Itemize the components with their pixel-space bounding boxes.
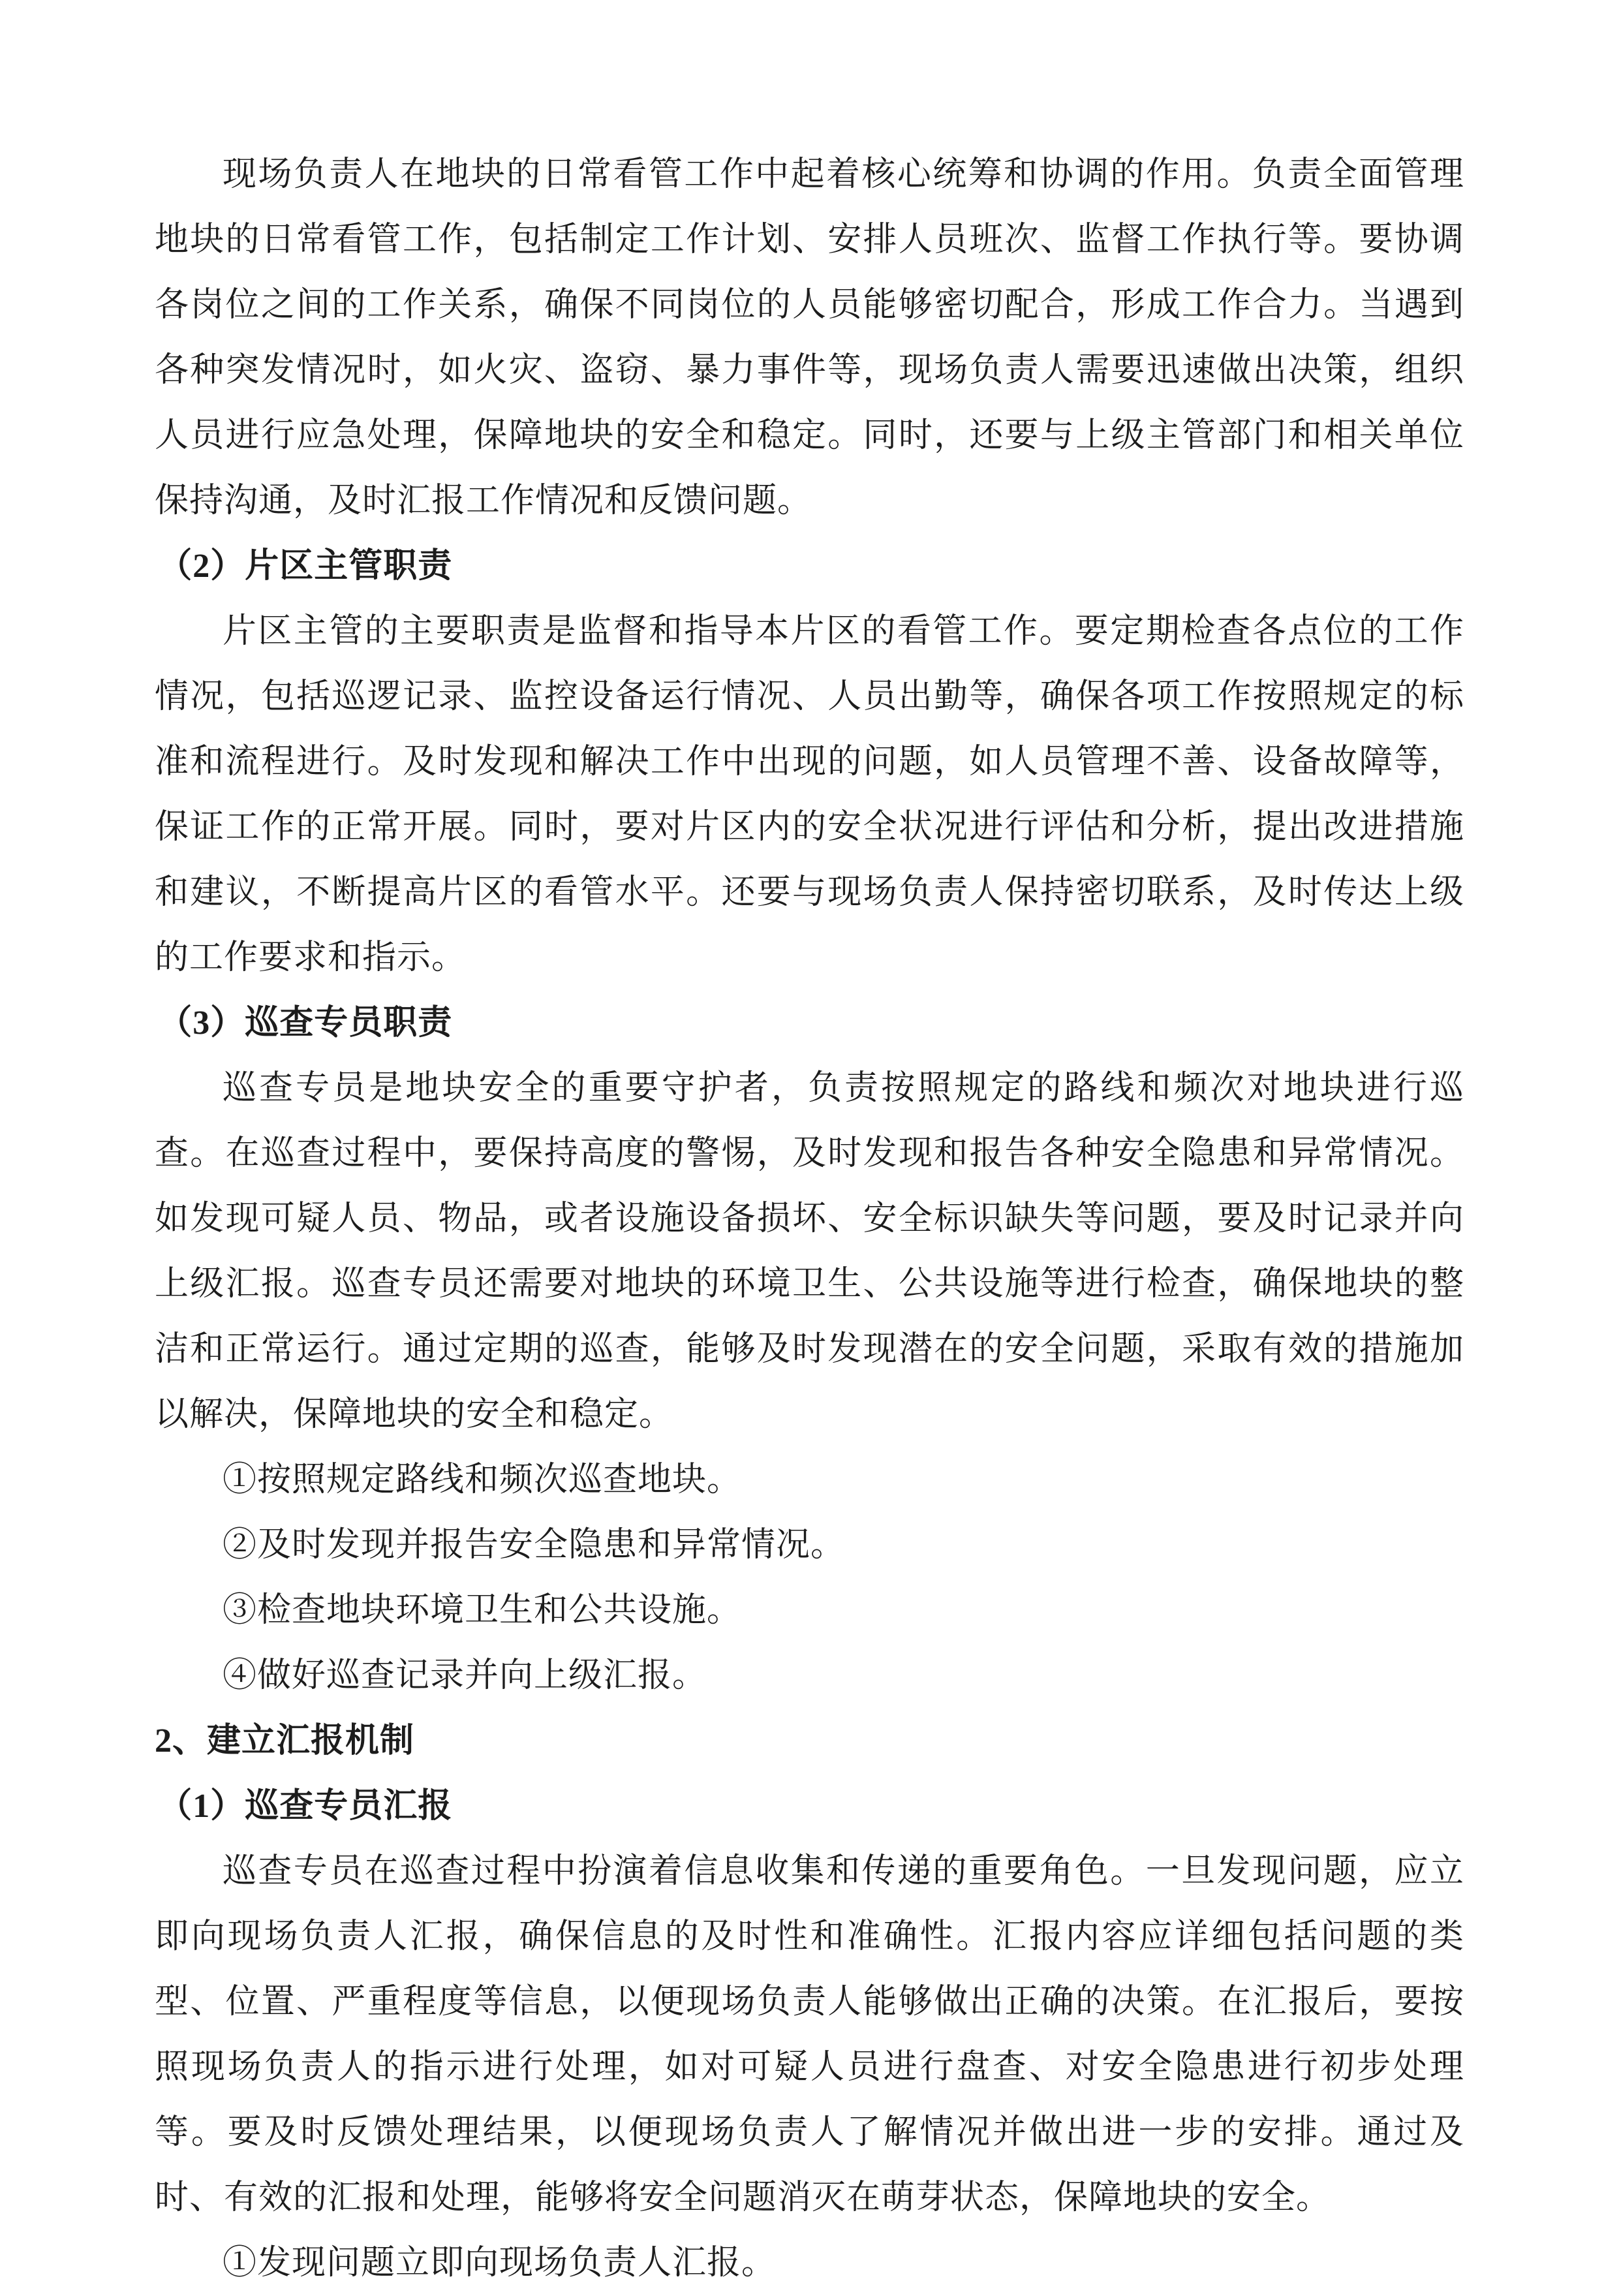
heading-inspector-duties: （3）巡查专员职责 [158,1004,453,1042]
list-item-reporting-1: ①发现问题立即向现场负责人汇报。 [223,2244,777,2282]
heading-inspector-reporting: （1）巡查专员汇报 [158,1788,453,1825]
heading-reporting-mechanism: 2、建立汇报机制 [155,1722,415,1760]
paragraph-inspector-reporting: 巡查专员在巡查过程中扮演着信息收集和传递的重要角色。一旦发现问题，应立即向现场负责人汇报，确保信息的及时性和准确性。汇报内容应详细包括问题的类型、位置、严重程度等信息，以便现场负责人能够做出正确的决策。在汇报后，要按照现场负责人的指示进行处理，如对可疑人员进行盘查、对安全隐患进行初步处理等。要及时反馈处理结果，以便现场负责人了解情况并做出进一步的安排。通过及时、有效的汇报和处理，能够将安全问题消灭在萌芽状态，保障地块的安全。 [155,1853,1464,2216]
paragraph-area-supervisor-duties: 片区主管的主要职责是监督和指导本片区的看管工作。要定期检查各点位的工作情况，包括巡逻记录、监控设备运行情况、人员出勤等，确保各项工作按照规定的标准和流程进行。及时发现和解决工作中出现的问题，如人员管理不善、设备故障等，保证工作的正常开展。同时，要对片区内的安全状况进行评估和分析，提出改进措施和建议，不断提高片区的看管水平。还要与现场负责人保持密切联系，及时传达上级的工作要求和指示。 [155,613,1464,976]
paragraph-site-manager-duties: 现场负责人在地块的日常看管工作中起着核心统筹和协调的作用。负责全面管理地块的日常看管工作，包括制定工作计划、安排人员班次、监督工作执行等。要协调各岗位之间的工作关系，确保不同岗位的人员能够密切配合，形成工作合力。当遇到各种突发情况时，如火灾、盗窃、暴力事件等，现场负责人需要迅速做出决策，组织人员进行应急处理，保障地块的安全和稳定。同时，还要与上级主管部门和相关单位保持沟通，及时汇报工作情况和反馈问题。 [155,156,1464,520]
paragraph-inspector-duties: 巡查专员是地块安全的重要守护者，负责按照规定的路线和频次对地块进行巡查。在巡查过程中，要保持高度的警惕，及时发现和报告各种安全隐患和异常情况。如发现可疑人员、物品，或者设施设备损坏、安全标识缺失等问题，要及时记录并向上级汇报。巡查专员还需要对地块的环境卫生、公共设施等进行检查，确保地块的整洁和正常运行。通过定期的巡查，能够及时发现潜在的安全问题，采取有效的措施加以解决，保障地块的安全和稳定。 [155,1070,1464,1433]
list-item-inspector-duty-1: ①按照规定路线和频次巡查地块。 [223,1461,742,1498]
list-item-inspector-duty-3: ③检查地块环境卫生和公共设施。 [223,1592,742,1629]
list-item-inspector-duty-2: ②及时发现并报告安全隐患和异常情况。 [223,1527,846,1564]
list-item-inspector-duty-4: ④做好巡查记录并向上级汇报。 [223,1657,707,1694]
document-content [155,142,1464,2296]
heading-area-supervisor-duties: （2）片区主管职责 [158,548,453,585]
